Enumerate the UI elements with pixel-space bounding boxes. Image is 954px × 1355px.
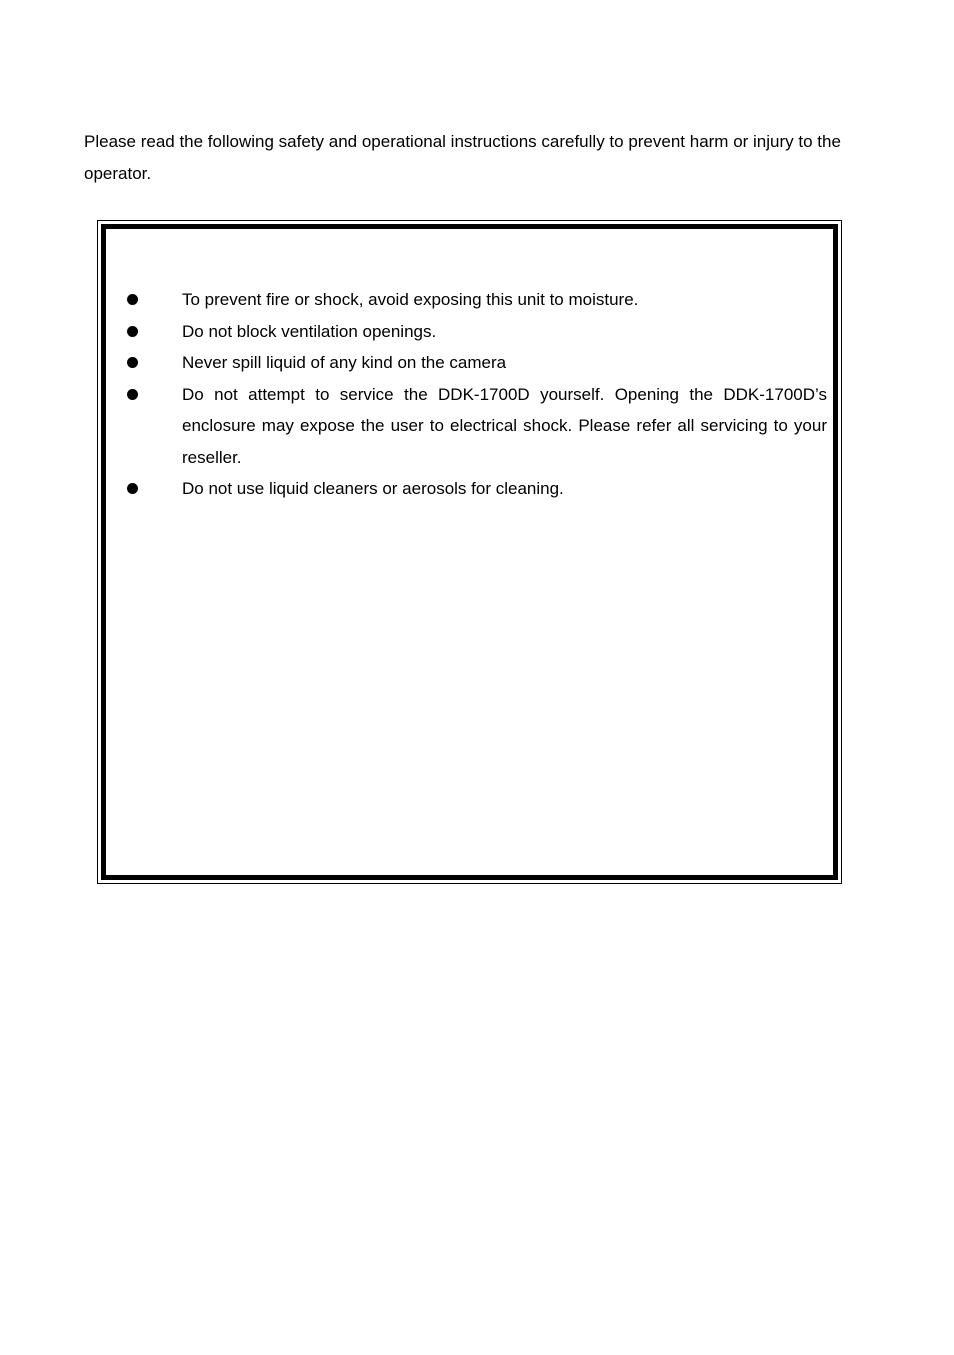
- warning-text: Never spill liquid of any kind on the camera: [182, 353, 507, 372]
- bullet-icon: [127, 389, 138, 400]
- safety-warning-list: [121, 284, 827, 505]
- warning-item: [121, 473, 827, 505]
- warning-item: [121, 284, 827, 316]
- bullet-icon: [127, 326, 138, 337]
- bullet-icon: [127, 357, 138, 368]
- safety-warning-box-inner-border: [101, 224, 838, 880]
- intro-paragraph: Please read the following safety and operational instructions carefully to prevent harm or injury to the operator.: [84, 132, 841, 183]
- warning-text: Do not use liquid cleaners or aerosols for cleaning.: [182, 479, 564, 498]
- warning-text: To prevent fire or shock, avoid exposing this unit to moisture.: [182, 290, 639, 309]
- bullet-icon: [127, 483, 138, 494]
- bullet-icon: [127, 294, 138, 305]
- warning-text: Do not block ventilation openings.: [182, 321, 437, 341]
- warning-text: Do not attempt to service the DDK-1700D yourself. Opening the DDK-1700D’s enclosure may expose the user to electrical shock. Please refer all servicing to your reseller.: [182, 384, 827, 467]
- warning-item: [121, 347, 827, 379]
- safety-warning-box: [97, 220, 842, 884]
- warning-item: [121, 316, 827, 348]
- warning-item: [121, 379, 827, 474]
